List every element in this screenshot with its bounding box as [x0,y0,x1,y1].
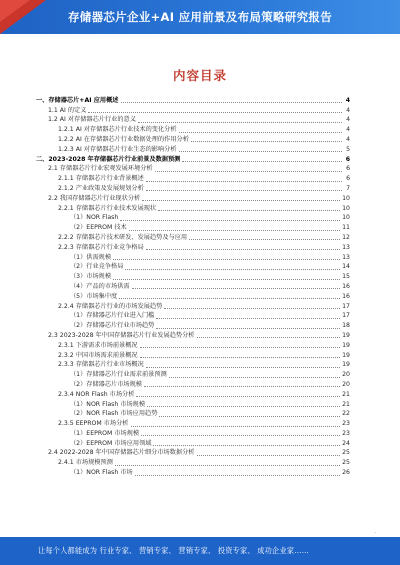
toc-leader-dots [131,425,341,427]
toc-entry[interactable] [36,438,350,448]
toc-entry[interactable] [36,105,350,115]
toc-entry-title: 2.3.4 NOR Flash 市场分析 [58,390,135,398]
toc-entry-page: 20 [342,371,350,379]
toc-entry-page: 11 [342,224,350,232]
toc-entry-title: 2.1.1 存储器芯片行业背景概述 [58,175,144,183]
toc-entry[interactable] [36,222,350,232]
footer-slogan: 让每个人都能成为 行业专家、 营销专家、 营销专家、 投资专家、 成功企业家…… [38,546,309,555]
toc-entry-title: （2）NOR Flash 市场应用趋势 [70,410,158,418]
toc-leader-dots [146,366,340,368]
toc-entry-title: 1.2 AI 对存储器芯片行业的意义 [48,116,136,124]
toc-entry-page: 19 [342,341,350,349]
toc-entry-title: 2.2.3 存储器芯片行业竞争格局 [58,243,144,251]
toc-entry-title: 2.1.2 产业政策及发展规划分析 [58,184,144,192]
toc-leader-dots [141,434,340,436]
toc-entry[interactable] [36,262,350,272]
toc-entry-page: 14 [342,263,350,271]
toc-entry-title: （1）存储器芯片行业进入门槛 [70,312,155,320]
toc-entry-page: 4 [346,106,350,114]
toc-leader-dots [129,229,340,231]
toc-entry-title: 一、存储器芯片+AI 应用概述 [36,96,119,104]
toc-entry-title: （2）行业竞争格局 [70,263,124,271]
toc-entry-page: 13 [342,243,350,251]
toc-leader-dots [132,287,341,289]
toc-entry-page: 10 [342,204,350,212]
toc-entry[interactable] [36,399,350,409]
toc-entry-title: （1）EEPROM 市场规模 [70,429,140,437]
toc-leader-dots [142,199,340,201]
toc-entry[interactable] [36,154,350,164]
toc-entry[interactable] [36,271,350,281]
toc-entry[interactable] [36,467,350,477]
toc-entry[interactable] [36,232,350,242]
toc-leader-dots [146,248,340,250]
toc-entry[interactable] [36,418,350,428]
toc-entry-page: 16 [342,282,350,290]
toc-entry[interactable] [36,95,350,105]
toc-entry-title: （1）NOR Flash [70,214,119,222]
toc-leader-dots [121,101,343,103]
toc-entry-page: 25 [342,449,350,457]
toc-leader-dots [140,346,341,348]
toc-entry-page: 4 [346,126,350,134]
toc-entry-page: 25 [342,459,350,467]
toc-leader-dots [146,180,342,182]
toc-entry-page: 5 [346,145,350,153]
toc-entry[interactable] [36,281,350,291]
toc-entry[interactable] [36,144,350,154]
toc-leader-dots [158,209,340,211]
toc-leader-dots [138,121,342,123]
toc-entry-page: 19 [342,361,350,369]
toc-entry-title: （1）NOR Flash 市场 [70,469,133,477]
toc-entry[interactable] [36,213,350,223]
toc-leader-dots [179,131,342,133]
toc-entry-title: 2.3 2023-2028 年中国存储器芯片行业发展趋势分析 [48,331,195,339]
toc-entry[interactable] [36,173,350,183]
toc-entry-page: 22 [342,410,350,418]
toc-entry-page: 6 [345,155,350,163]
toc-leader-dots [119,297,340,299]
toc-entry-title: （1）存储器芯片行业需求前景预测 [70,371,167,379]
toc-leader-dots [113,278,340,280]
toc-leader-dots [169,376,340,378]
toc-leader-dots [155,170,342,172]
toc-leader-dots [182,160,342,162]
toc-entry-page: 6 [346,175,350,183]
toc-leader-dots [191,140,342,142]
toc-entry-title: 2.4 2022-2028 年中国存储器芯片细分市场数据分析 [48,449,195,457]
toc-entry-title: 2.3.5 EEPROM 市场分析 [58,420,129,428]
toc-leader-dots [147,405,340,407]
toc-leader-dots [197,454,341,456]
toc-entry[interactable] [36,379,350,389]
toc-entry-title: （2）存储器芯片行业市场趋势 [70,322,155,330]
toc-heading: 内容目录 [172,68,227,83]
report-header-banner [0,0,400,34]
toc-entry-page: 4 [346,116,350,124]
toc-entry[interactable] [36,340,350,350]
toc-entry-page: 21 [342,400,350,408]
toc-entry-page: 24 [342,439,350,447]
toc-entry[interactable] [36,448,350,458]
toc-leader-dots [135,474,340,476]
toc-entry[interactable] [36,242,350,252]
toc-leader-dots [153,444,340,446]
toc-entry[interactable] [36,320,350,330]
toc-entry-title: （4）产品的市场供需 [70,282,130,290]
toc-leader-dots [146,189,342,191]
toc-entry[interactable] [36,291,350,301]
toc-entry-title: 2.2.4 存储器芯片行业的市场发展趋势 [58,302,163,310]
toc-entry[interactable] [36,124,350,134]
toc-leader-dots [159,415,340,417]
toc-entry-title: 二、2023-2028 年存储器芯片行业前景及数据预测 [36,155,181,163]
toc-entry-page: 17 [342,302,350,310]
toc-leader-dots [88,111,342,113]
toc-entry[interactable] [36,360,350,370]
toc-entry-page: 10 [342,214,350,222]
toc-entry-title: 2.2.1 存储器芯片行业技术发展现状 [58,204,157,212]
toc-entry[interactable] [36,409,350,419]
toc-leader-dots [140,356,341,358]
toc-entry-title: 1.2.1 AI 对存储器芯片行业技术的变化分析 [58,126,177,134]
toc-entry-title: 2.3.1 下游需求市场前景概况 [58,341,138,349]
toc-entry-title: 1.1 AI 的定义 [48,106,87,114]
toc-entry[interactable] [36,428,350,438]
toc-entry-page: 15 [342,273,350,281]
toc-entry-page: 12 [342,233,350,241]
toc-leader-dots [156,317,340,319]
footer-banner [0,537,400,565]
toc-entry-title: 2.4.1 市场规模预测 [58,459,113,467]
toc-entry-title: （2）存储器芯片市场规模 [70,380,142,388]
toc-entry-title: 1.2.3 AI 对存储器芯片行业生态的影响分析 [58,145,177,153]
toc-entry[interactable] [36,330,350,340]
toc-entry-page: 7 [346,184,350,192]
toc-entry[interactable] [36,134,350,144]
toc-entry-title: （2）EEPROM 市场应用领域 [70,439,152,447]
toc-entry[interactable] [36,183,350,193]
toc-entry[interactable] [36,457,350,467]
toc-entry-title: （1）供需规模 [70,253,112,261]
toc-leader-dots [144,385,340,387]
toc-entry-title: （3）市场规模 [70,273,112,281]
toc-entry-title: （5）市场集中度 [70,292,118,300]
toc-entry-page: 10 [342,194,350,202]
toc-entry[interactable] [36,369,350,379]
toc-entry[interactable] [36,164,350,174]
page-mark: · [374,530,376,536]
toc-entry-page: 4 [345,96,350,104]
toc-entry-page: 4 [346,135,350,143]
toc-entry-page: 16 [342,292,350,300]
toc-entry[interactable] [36,389,350,399]
toc-leader-dots [189,238,340,240]
toc-entry-page: 23 [342,429,350,437]
toc-entry-title: （1）NOR Flash 市场规模 [70,400,146,408]
toc-leader-dots [113,258,340,260]
toc-entry[interactable] [36,193,350,203]
toc-entry-title: 2.3.2 中国市场需求前景概况 [58,351,138,359]
toc-entry-page: 26 [342,469,350,477]
toc-entry-page: 19 [342,331,350,339]
toc-entry-title: 1.2.2 AI 在存储器芯片行业数据处理的作用分析 [58,135,189,143]
toc-entry-title: 2.2.2 存储器芯片技术研发、发展趋势及与应用 [58,233,188,241]
toc-entry-page: 19 [342,351,350,359]
toc-leader-dots [179,150,342,152]
toc-entry-page: 18 [342,322,350,330]
toc-entry[interactable] [36,311,350,321]
toc-entry[interactable] [36,301,350,311]
toc-leader-dots [115,464,340,466]
toc-leader-dots [120,219,340,221]
toc-entry[interactable] [36,252,350,262]
toc-leader-dots [156,327,340,329]
toc-entry-page: 13 [342,253,350,261]
toc-entry[interactable] [36,203,350,213]
toc-entry-page: 17 [342,312,350,320]
toc-entry-title: 2.2 我国存储器芯片行业现状分析 [48,194,141,202]
toc-entry-title: 2.1 存储器芯片行业宏观发展环境分析 [48,165,153,173]
toc-leader-dots [164,307,340,309]
report-title: 存储器芯片企业+AI 应用前景及布局策略研究报告 [67,10,332,24]
toc-entry-page: 6 [346,165,350,173]
toc-entry-title: （2）EEPROM 技术 [70,224,127,232]
toc-entry-page: 20 [342,380,350,388]
toc-entry[interactable] [36,115,350,125]
table-of-contents [36,95,350,477]
toc-entry-page: 21 [342,390,350,398]
toc-leader-dots [197,336,341,338]
toc-entry-title: 2.3.3 存储器芯片行业市场概况 [58,361,144,369]
toc-entry-page: 23 [342,420,350,428]
toc-leader-dots [125,268,340,270]
toc-entry[interactable] [36,350,350,360]
toc-leader-dots [136,395,340,397]
